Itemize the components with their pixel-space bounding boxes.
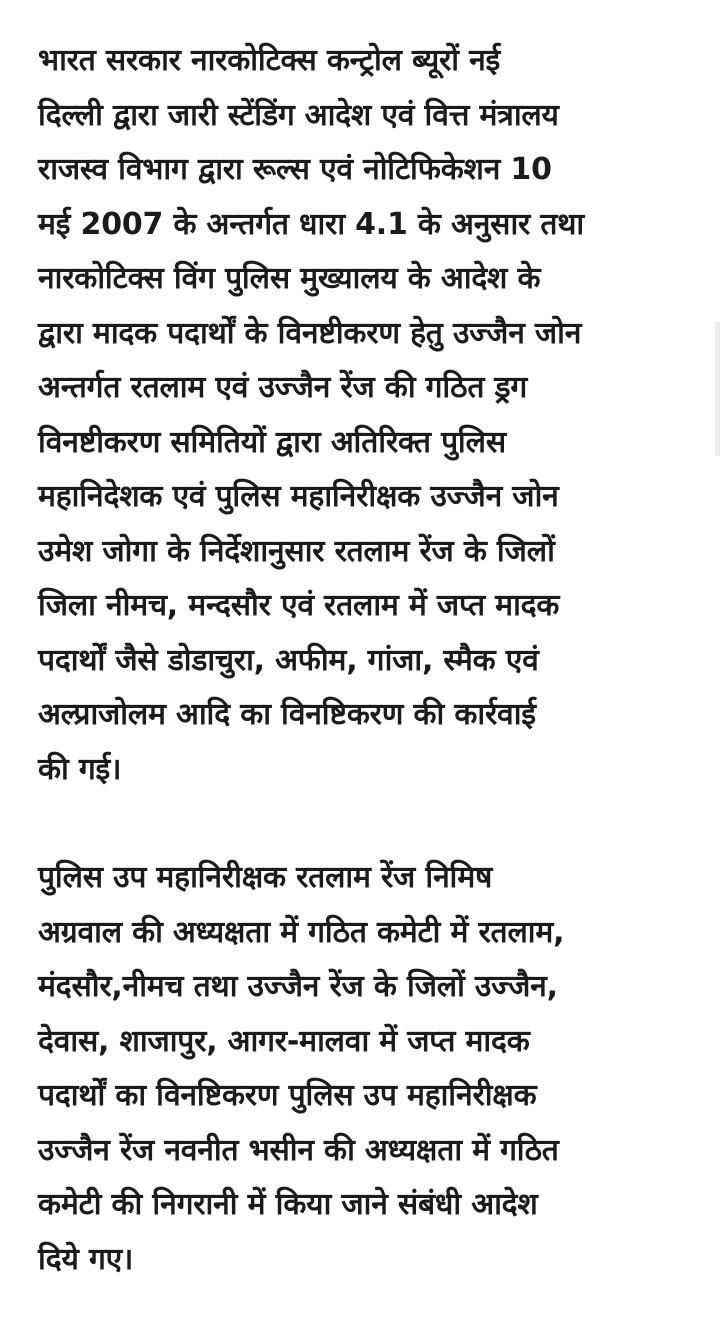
paragraph-2-line: पुलिस उप महानिरीक्षक रतलाम रेंज निमिष: [38, 860, 493, 895]
paragraph-2-line: अग्रवाल की अध्यक्षता में गठित कमेटी में रतलाम,: [38, 914, 565, 950]
paragraph-2-line: देवास, शाजापुर, आगर-मालवा में जप्त मादक: [38, 1023, 530, 1059]
paragraph-2-line: दिये गए।: [38, 1241, 134, 1277]
paragraph-1-line: जिला नीमच, मन्दसौर एवं रतलाम में जप्त मादक: [38, 588, 560, 623]
paragraph-2: [38, 851, 688, 1287]
paragraph-1-line: विनष्टीकरण समितियों द्वारा अतिरिक्त पुलिस: [38, 424, 506, 460]
paragraph-2-line: कमेटी की निगरानी में किया जाने संबंधी आदेश: [38, 1187, 538, 1222]
paragraph-1: [38, 34, 688, 797]
paragraph-1-line: राजस्व विभाग द्वारा रूल्स एवं नोटिफिकेशन 10: [38, 152, 552, 187]
paragraph-spacer: [38, 797, 688, 851]
scroll-edge-indicator: [715, 322, 720, 456]
paragraph-1-line: पदार्थों जैसे डोडाचुरा, अफीम, गांजा, स्मैक एवं: [38, 642, 539, 678]
paragraph-1-line: अन्तर्गत रतलाम एवं उज्जैन रेंज की गठित ड्रग: [38, 370, 528, 405]
paragraph-2-line: उज्जैन रेंज नवनीत भसीन की अध्यक्षता में गठित: [38, 1132, 559, 1168]
paragraph-1-line: की गई।: [38, 751, 122, 787]
paragraph-2-line: मंदसौर,नीमच तथा उज्जैन रेंज के जिलों उज्जैन,: [38, 969, 558, 1004]
article-body: [38, 34, 688, 1287]
paragraph-1-line: अल्प्राजोलम आदि का विनष्टिकरण की कार्रवाई: [38, 697, 536, 732]
paragraph-2-line: पदार्थों का विनष्टिकरण पुलिस उप महानिरीक्षक: [38, 1078, 537, 1113]
paragraph-1-line: नारकोटिक्स विंग पुलिस मुख्यालय के आदेश के: [38, 261, 541, 296]
paragraph-1-line: महानिदेशक एवं पुलिस महानिरीक्षक उज्जैन जोन: [38, 479, 559, 514]
paragraph-1-line: मई 2007 के अन्तर्गत धारा 4.1 के अनुसार तथा: [38, 206, 584, 242]
paragraph-1-line: उमेश जोगा के निर्देशानुसार रतलाम रेंज के जिलों: [38, 533, 555, 569]
paragraph-1-line: भारत सरकार नारकोटिक्स कन्ट्रोल ब्यूरों नई: [38, 43, 501, 78]
paragraph-1-line: द्वारा मादक पदार्थों के विनष्टीकरण हेतु उज्जैन जोन: [38, 315, 582, 351]
paragraph-1-line: दिल्ली द्वारा जारी स्टेंडिंग आदेश एवं वित्त मंत्रालय: [38, 97, 559, 133]
